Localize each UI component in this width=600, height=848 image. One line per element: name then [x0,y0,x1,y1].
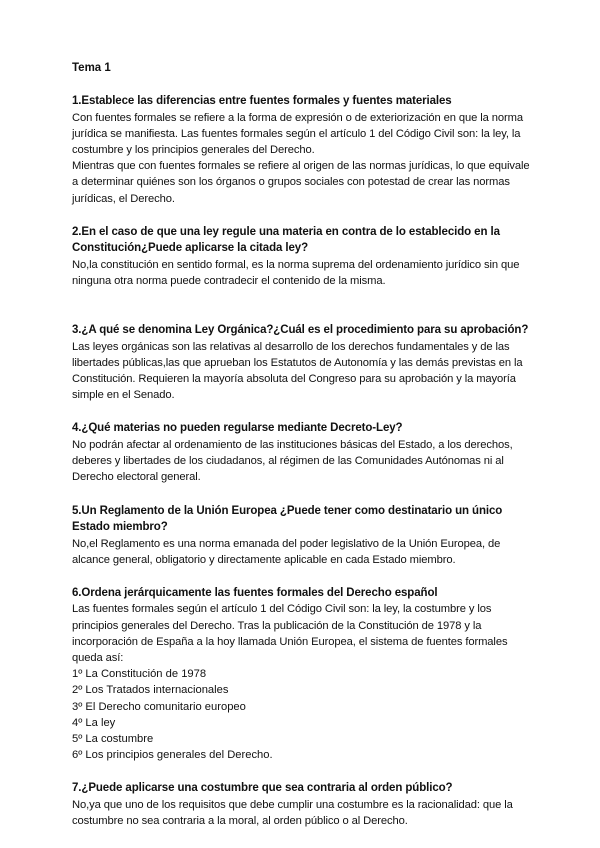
question-5: 5.Un Reglamento de la Unión Europea ¿Puede tener como destinatario un único Estado miembro? [72,504,503,534]
answer-4-paragraph-1: No podrán afectar al ordenamiento de las instituciones básicas del Estado, a los derechos, deberes y libertades de los ciudadanos, al régimen de las Comunidades Autónomas ni al Derecho electoral general. [72,438,513,484]
question-7: 7.¿Puede aplicarse una costumbre que sea contraria al orden público? [72,782,453,795]
question-6: 6.Ordena jerárquicamente las fuentes formales del Derecho español [72,586,438,599]
list-item: 5º La costumbre [72,733,154,746]
list-item: 2º Los Tratados internacionales [72,684,229,697]
section-3 [72,322,534,403]
section-1 [72,93,534,207]
list-item: 4º La ley [72,716,116,729]
question-2: 2.En el caso de que una ley regule una materia en contra de lo establecido en la Constitución¿Puede aplicarse la citada ley? [72,225,500,255]
list-item: 6º Los principios generales del Derecho. [72,749,273,762]
document-page [72,60,534,829]
list-item: 3º El Derecho comunitario europeo [72,700,246,713]
list-item: 1º La Constitución de 1978 [72,668,207,681]
answer-1-paragraph-1: Con fuentes formales se refiere a la forma de expresión o de exteriorización en que la norma jurídica se manifiesta. Las fuentes formales según el artículo 1 del Código Civil son: la ley, la costumbre y los principios generales del Derecho. [72,111,523,156]
question-1: 1.Establece las diferencias entre fuentes formales y fuentes materiales [72,95,452,107]
question-4: 4.¿Qué materias no pueden regularse mediante Decreto-Ley? [72,422,403,435]
section-7 [72,780,534,829]
question-3: 3.¿A qué se denomina Ley Orgánica?¿Cuál es el procedimiento para su aprobación? [72,324,529,337]
answer-1-paragraph-2: Mientras que con fuentes formales se refiere al origen de las normas jurídicas, lo que equivale a determinar quiénes son los órganos o grupos sociales con potestad de crear las normas jurídicas, el Derecho. [72,160,530,205]
hierarchy-list [72,666,534,763]
section-4 [72,420,534,485]
section-2 [72,224,534,289]
answer-2-paragraph-1: No,la constitución en sentido formal, es la norma suprema del ordenamiento jurídico sin que ninguna otra norma puede contradecir el contenido de la misma. [72,258,520,287]
section-6 [72,585,534,764]
answer-5-paragraph-1: No,el Reglamento es una norma emanada del poder legislativo de la Unión Europea, de alcance general, obligatorio y directamente aplicable en cada Estado miembro. [72,537,501,566]
document-title: Tema 1 [72,62,111,74]
answer-6-paragraph-1: Las fuentes formales según el artículo 1 del Código Civil son: la ley, la costumbre y los principios generales del Derecho. Tras la publicación de la Constitución de 1978 y la incorporación de España a la hoy llamada Unión Europea, el sistema de fuentes formales queda así: [72,603,508,665]
answer-7-paragraph-1: No,ya que uno de los requisitos que debe cumplir una costumbre es la racionalidad: que la costumbre no sea contraria a la moral, al orden público o al Derecho. [72,798,513,828]
answer-3-paragraph-1: Las leyes orgánicas son las relativas al desarrollo de los derechos fundamentales y de las libertades públicas,las que aprueban los Estatutos de Autonomía y las demás previstas en la Constitución. Requieren la mayoría absoluta del Congreso para su aprobación y la mayoría simple en el Senado. [72,340,523,402]
section-5 [72,503,534,568]
